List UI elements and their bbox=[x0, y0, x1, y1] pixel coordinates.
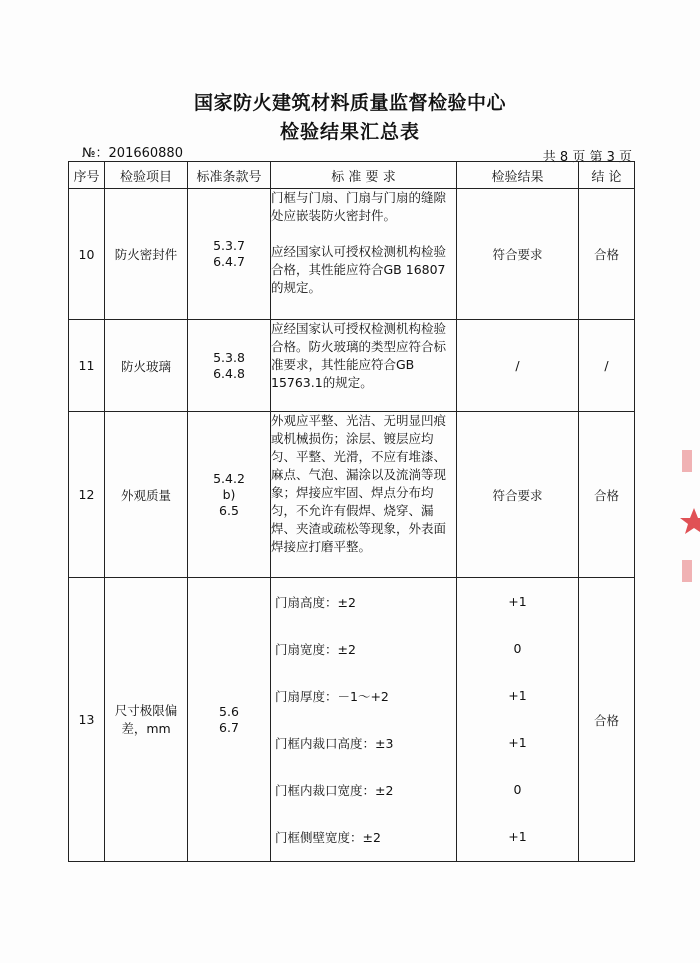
col-header-conclusion: 结 论 bbox=[579, 162, 635, 189]
table-row bbox=[69, 189, 635, 320]
document-number: №：201660880 bbox=[82, 146, 183, 161]
seal-stamp-edge bbox=[676, 430, 700, 610]
dimension-result: +1 bbox=[508, 735, 527, 750]
row-number: 12 bbox=[69, 412, 105, 578]
clause-numbers bbox=[188, 320, 271, 412]
clause-line: 5.4.2 bbox=[213, 470, 245, 486]
clause-line: 6.4.8 bbox=[213, 365, 245, 381]
requirement-paragraph: 外观应平整、光洁、无明显凹痕或机械损伤；涂层、镀层应均匀、平整、光滑，不应有堆漆、麻点、气泡、漏涂以及流淌等现象；焊接应牢固、焊点分布均匀，不允许有假焊、烧穿、漏焊、夹渣或疏松等现象，外表面焊接应打磨平整。 bbox=[271, 413, 447, 554]
requirement-text bbox=[271, 320, 457, 412]
requirement-text bbox=[271, 189, 457, 320]
requirement-text bbox=[271, 412, 457, 578]
conclusion: 合格 bbox=[579, 578, 635, 862]
test-item: 外观质量 bbox=[105, 412, 188, 578]
requirement-paragraph: 应经国家认可授权检测机构检验合格。防火玻璃的类型应符合标准要求，其性能应符合GB 15763.1的规定。 bbox=[271, 321, 447, 390]
clause-line: 6.5 bbox=[219, 502, 239, 518]
table-row bbox=[69, 412, 635, 578]
table-row bbox=[69, 320, 635, 412]
col-header-item: 检验项目 bbox=[105, 162, 188, 189]
conclusion: / bbox=[579, 320, 635, 412]
dimension-requirements bbox=[271, 578, 457, 862]
conclusion: 合格 bbox=[579, 412, 635, 578]
clause-numbers bbox=[188, 412, 271, 578]
page-subtitle: 检验结果汇总表 bbox=[279, 121, 420, 143]
test-result: 符合要求 bbox=[457, 189, 579, 320]
dimension-results bbox=[457, 578, 579, 862]
test-result: / bbox=[457, 320, 579, 412]
test-item: 防火密封件 bbox=[105, 189, 188, 320]
col-header-no: 序号 bbox=[69, 162, 105, 189]
conclusion: 合格 bbox=[579, 189, 635, 320]
dimension-result: +1 bbox=[508, 829, 527, 844]
dimension-requirement: 门框内裁口宽度：±2 bbox=[275, 782, 394, 798]
dimension-result: +1 bbox=[508, 594, 527, 609]
test-item: 防火玻璃 bbox=[105, 320, 188, 412]
row-number: 10 bbox=[69, 189, 105, 320]
clause-line: 5.6 bbox=[219, 703, 239, 719]
page-title: 国家防火建筑材料质量监督检验中心 bbox=[193, 92, 506, 114]
results-table bbox=[68, 161, 635, 862]
requirement-paragraph: 应经国家认可授权检测机构检验合格，其性能应符合GB 16807的规定。 bbox=[271, 244, 447, 295]
dimension-requirement: 门扇厚度：－1～+2 bbox=[275, 688, 389, 704]
test-result: 符合要求 bbox=[457, 412, 579, 578]
clause-numbers bbox=[188, 189, 271, 320]
dimension-requirement: 门框侧壁宽度：±2 bbox=[275, 829, 381, 845]
col-header-result: 检验结果 bbox=[457, 162, 579, 189]
row-number: 13 bbox=[69, 578, 105, 862]
clause-line: 6.4.7 bbox=[213, 254, 245, 269]
dimension-requirement: 门框内裁口高度：±3 bbox=[275, 735, 394, 751]
table-row bbox=[69, 578, 635, 862]
clause-line: 5.3.8 bbox=[213, 349, 245, 365]
page-info: 共 8 页 第 3 页 bbox=[542, 150, 632, 165]
requirement-paragraph: 门框与门扇、门扇与门扇的缝隙处应嵌装防火密封件。 bbox=[271, 190, 447, 223]
dimension-result: 0 bbox=[513, 782, 522, 797]
dimension-requirement: 门扇高度：±2 bbox=[275, 594, 356, 610]
dimension-result: +1 bbox=[508, 688, 527, 703]
row-number: 11 bbox=[69, 320, 105, 412]
col-header-requirement: 标 准 要 求 bbox=[271, 162, 457, 189]
table-header-row bbox=[69, 162, 635, 189]
dimension-requirement: 门扇宽度：±2 bbox=[275, 641, 356, 657]
col-header-clause: 标准条款号 bbox=[188, 162, 271, 189]
dimension-result: 0 bbox=[513, 641, 522, 656]
clause-line: 6.7 bbox=[219, 719, 239, 735]
clause-line: b) bbox=[222, 486, 236, 502]
clause-line: 5.3.7 bbox=[213, 238, 245, 253]
clause-numbers bbox=[188, 578, 271, 862]
test-item: 尺寸极限偏差，mm bbox=[105, 578, 188, 862]
